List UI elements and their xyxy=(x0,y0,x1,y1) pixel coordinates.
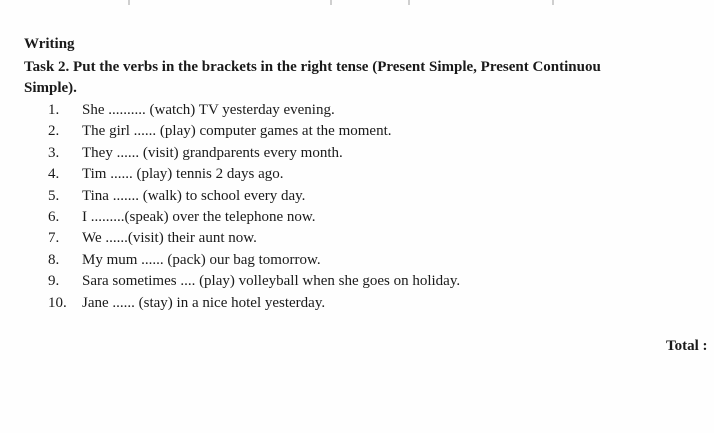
item-text: Tina ....... (walk) to school every day. xyxy=(82,187,306,204)
task-line-2: Simple). xyxy=(24,80,77,96)
item-number: 5. xyxy=(48,187,60,204)
item-text: My mum ...... (pack) our bag tomorrow. xyxy=(82,251,321,268)
edge-mark xyxy=(128,0,130,5)
item-text: I .........(speak) over the telephone now. xyxy=(82,208,316,225)
top-edge-marks xyxy=(0,0,714,8)
item-text: They ...... (visit) grandparents every month. xyxy=(82,144,343,161)
item-number: 1. xyxy=(48,102,60,118)
item-number: 3. xyxy=(48,144,60,161)
item-text: Tim ...... (play) tennis 2 days ago. xyxy=(82,166,284,183)
item-number: 4. xyxy=(48,166,60,183)
item-text: The girl ...... (play) computer games at the moment. xyxy=(82,123,392,140)
item-number: 2. xyxy=(48,123,60,140)
item-number: 8. xyxy=(48,251,60,268)
task-line-1: Task 2. Put the verbs in the brackets in the right tense (Present Simple, Present Continuou xyxy=(24,59,601,75)
list-item xyxy=(48,293,460,314)
exercise-list xyxy=(48,100,460,314)
list-item xyxy=(48,164,460,185)
item-text: Sara sometimes .... (play) volleyball when she goes on holiday. xyxy=(82,273,461,290)
edge-mark xyxy=(552,0,554,5)
item-text: She .......... (watch) TV yesterday evening. xyxy=(82,102,335,118)
item-text: We ......(visit) their aunt now. xyxy=(82,230,257,247)
list-item xyxy=(48,143,460,164)
task-instructions xyxy=(24,57,601,99)
item-text: Jane ...... (stay) in a nice hotel yesterday. xyxy=(82,294,326,311)
list-item xyxy=(48,186,460,207)
item-number: 9. xyxy=(48,273,60,290)
item-number: 6. xyxy=(48,208,60,225)
list-item xyxy=(48,121,460,142)
edge-mark xyxy=(330,0,332,5)
item-number: 10. xyxy=(48,294,67,311)
list-item xyxy=(48,250,460,271)
section-heading: Writing xyxy=(24,36,75,52)
list-item xyxy=(48,100,460,121)
total-label: Total : xyxy=(666,338,708,354)
edge-mark xyxy=(408,0,410,5)
list-item xyxy=(48,207,460,228)
list-item xyxy=(48,271,460,292)
item-number: 7. xyxy=(48,230,60,247)
list-item xyxy=(48,228,460,249)
